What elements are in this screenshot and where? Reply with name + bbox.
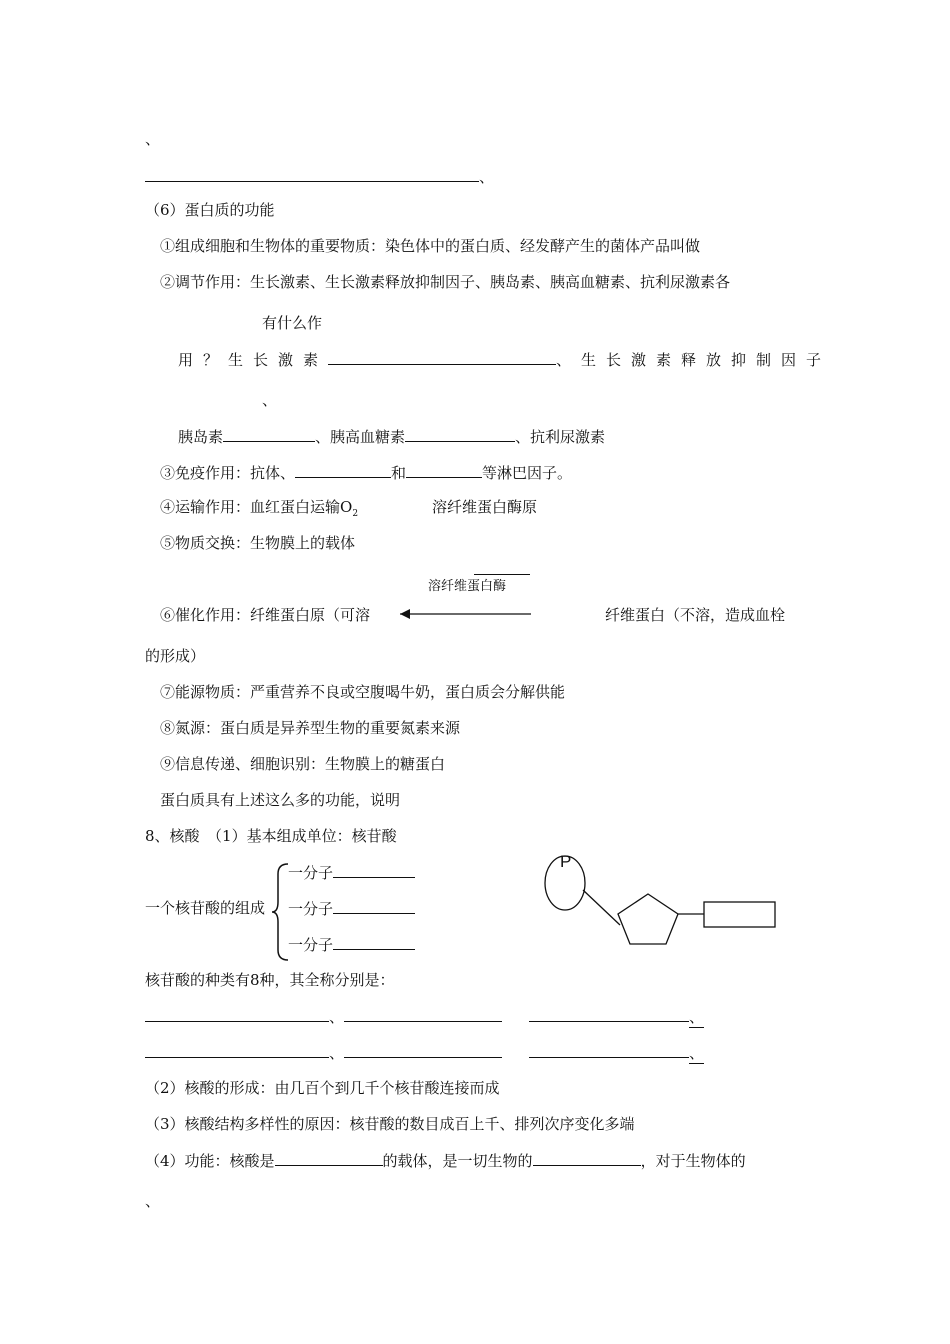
comma-mark: 、	[479, 168, 495, 186]
comma-mark: 、	[145, 130, 161, 148]
kinds-blank-row-1b	[529, 1006, 704, 1028]
comma-mark: 、	[329, 1044, 345, 1062]
text-span: 和	[391, 464, 407, 482]
comma-mark: 、	[329, 1008, 345, 1026]
function-line	[145, 1150, 746, 1171]
function-item-1: ①组成细胞和生物体的重要物质：染色体中的蛋白质、经发酵产生的菌体产品叫做	[160, 237, 701, 255]
answer-blank[interactable]	[529, 1042, 689, 1058]
text-span: （4）功能：核酸是	[145, 1152, 275, 1170]
text-span: 的载体，是一切生物的	[382, 1152, 533, 1170]
answer-blank[interactable]	[333, 934, 415, 950]
kinds-line: 核苷酸的种类有8种，其全称分别是：	[145, 971, 395, 989]
function-item-8: ⑧氮源：蛋白质是异养型生物的重要氮素来源	[160, 719, 461, 737]
function-item-7: ⑦能源物质：严重营养不良或空腹喝牛奶，蛋白质会分解供能	[160, 683, 566, 701]
formation-line: （2）核酸的形成：由几百个到几千个核苷酸连接而成	[145, 1079, 500, 1097]
kinds-blank-row-2b	[529, 1042, 704, 1064]
answer-blank[interactable]	[328, 349, 556, 365]
answer-blank[interactable]	[333, 898, 415, 914]
text-span: 一分子	[288, 936, 334, 954]
text-span: 一分子	[288, 864, 334, 882]
answer-blank[interactable]	[344, 1042, 502, 1058]
text-span: 用？生长激素	[178, 351, 329, 369]
text-span: 等淋巴因子。	[482, 464, 573, 482]
nucleotide-diagram	[540, 850, 780, 950]
text-span: 、抗利尿激素	[515, 428, 606, 446]
sugar-pentagon	[618, 894, 678, 944]
phosphate-label: P	[560, 852, 572, 871]
summary-line: 蛋白质具有上述这么多的功能，说明	[160, 791, 401, 809]
answer-blank[interactable]	[275, 1150, 383, 1166]
text-span: ④运输作用：血红蛋白运输O	[160, 498, 353, 516]
comma-mark: 、	[689, 1008, 705, 1026]
kinds-blank-row-2	[145, 1042, 502, 1063]
composition-label: 一个核苷酸的组成	[145, 899, 266, 917]
function-item-6-product: 纤维蛋白（不溶，造成血栓	[605, 606, 786, 624]
function-item-6: ⑥催化作用：纤维蛋白原（可溶	[160, 606, 371, 624]
function-item-2: ②调节作用：生长激素、生长激素释放抑制因子、胰岛素、胰高血糖素、抗利尿激素各	[160, 273, 731, 291]
text-span: 、生长激素释放抑制因子	[556, 351, 832, 369]
kinds-blank-row-1	[145, 1006, 502, 1027]
answer-blank[interactable]	[145, 1006, 329, 1022]
answer-blank[interactable]	[533, 1150, 641, 1166]
enzyme-label: 溶纤维蛋白酶	[428, 579, 507, 594]
enzyme-precursor-label: 溶纤维蛋白酶原	[432, 498, 538, 516]
function-item-5: ⑤物质交换：生物膜上的载体	[160, 534, 356, 552]
answer-blank[interactable]	[145, 1042, 329, 1058]
text-span: ，对于生物体的	[640, 1152, 746, 1170]
base-rectangle	[704, 902, 775, 927]
text-span: 一分子	[288, 900, 334, 918]
composition-part-1	[288, 862, 415, 883]
answer-blank[interactable]	[405, 426, 515, 442]
function-item-6-cont: 的形成）	[145, 647, 206, 665]
bond-line	[583, 890, 620, 925]
enzyme-overline	[474, 574, 530, 575]
comma-mark: 、	[145, 1192, 161, 1210]
hormone-line-1	[178, 349, 831, 370]
section-title: （6）蛋白质的功能	[145, 201, 275, 219]
hormone-line-2	[178, 426, 605, 447]
reaction-arrow-icon	[398, 606, 534, 622]
composition-part-3	[288, 934, 415, 955]
function-item-9: ⑨信息传递、细胞识别：生物膜上的糖蛋白	[160, 755, 446, 773]
text-span: 胰岛素	[178, 428, 224, 446]
text-span: ③免疫作用：抗体、	[160, 464, 296, 482]
fill-line-row	[145, 166, 494, 187]
composition-part-2	[288, 898, 415, 919]
function-item-4	[160, 497, 358, 524]
answer-blank[interactable]	[344, 1006, 502, 1022]
answer-blank[interactable]	[406, 462, 482, 478]
subscript: 2	[352, 509, 359, 519]
diversity-line: （3）核酸结构多样性的原因：核苷酸的数目成百上千、排列次序变化多端	[145, 1115, 635, 1133]
answer-blank[interactable]	[333, 862, 415, 878]
function-item-3	[160, 462, 572, 483]
function-item-2-cont: 有什么作	[262, 314, 323, 332]
answer-blank[interactable]	[529, 1006, 689, 1022]
section-title: 8、核酸 （1）基本组成单位：核苷酸	[145, 827, 397, 845]
comma-mark: 、	[689, 1044, 705, 1062]
answer-blank[interactable]	[145, 166, 479, 182]
answer-blank[interactable]	[223, 426, 315, 442]
answer-blank[interactable]	[295, 462, 391, 478]
comma-mark: 、	[262, 391, 278, 409]
text-span: 、胰高血糖素	[315, 428, 406, 446]
